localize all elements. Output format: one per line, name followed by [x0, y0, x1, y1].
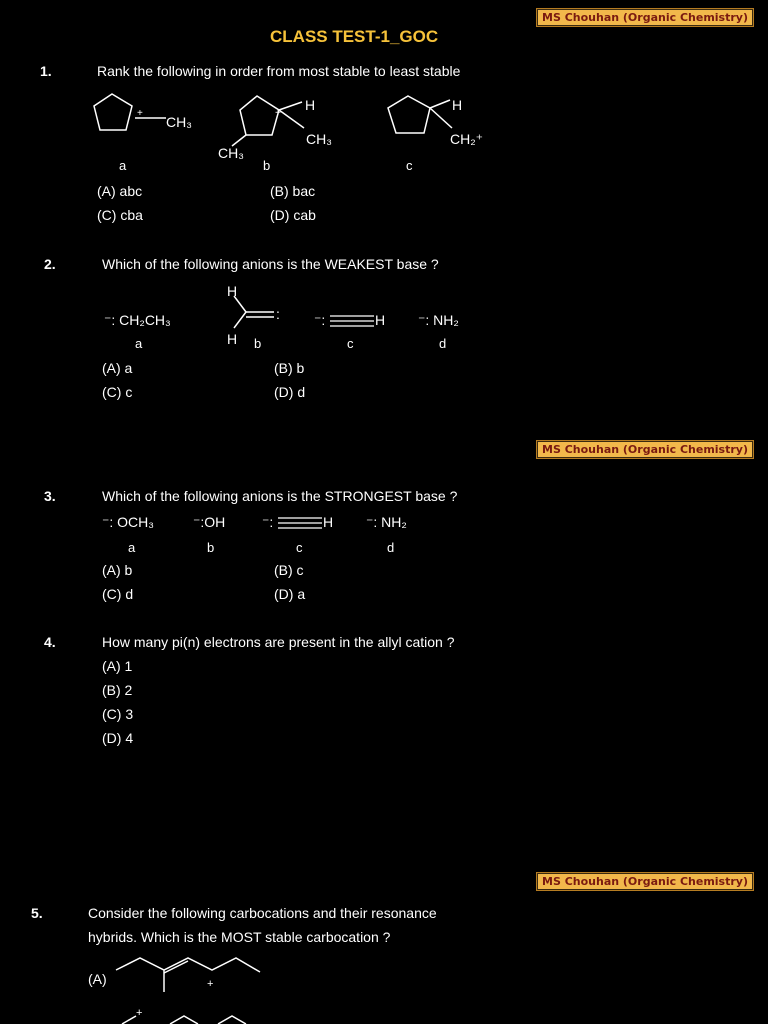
species-label-b: b [207, 540, 215, 555]
species-c-h: H [375, 312, 386, 328]
species-label-c: c [347, 336, 354, 351]
option-a[interactable]: (A) abc [97, 183, 143, 199]
species-d: ⁻: NH₂ [418, 312, 459, 328]
question-number: 4. [44, 634, 56, 650]
option-a[interactable]: (A) b [102, 562, 133, 578]
svg-text:H: H [305, 97, 316, 113]
structure-label-b: b [263, 158, 271, 173]
carbocation-structures [110, 950, 280, 1024]
structure-label-a: a [119, 158, 127, 173]
species-label-a: a [135, 336, 143, 351]
species-c-charge: ⁻: [262, 514, 274, 530]
question-number: 5. [31, 905, 43, 921]
option-c[interactable]: (C) d [102, 586, 134, 602]
option-a[interactable]: (A) [88, 971, 107, 987]
option-d[interactable]: (D) 4 [102, 730, 134, 746]
option-a[interactable]: (A) a [102, 360, 133, 376]
species-label-d: d [439, 336, 447, 351]
species-a: ⁻: OCH₃ [102, 514, 154, 530]
svg-text:CH₂⁺: CH₂⁺ [450, 131, 484, 147]
cyclopentane-ring [94, 94, 132, 130]
question-text: hybrids. Which is the MOST stable carbocation ? [88, 929, 391, 945]
question-text: Consider the following carbocations and their resonance [88, 905, 437, 921]
svg-text:CH₃: CH₃ [218, 145, 244, 161]
option-d[interactable]: (D) d [274, 384, 306, 400]
species-c-h: H [323, 514, 334, 530]
species-label-a: a [128, 540, 136, 555]
species-label-c: c [296, 540, 303, 555]
structure-label-c: c [406, 158, 413, 173]
question-number: 3. [44, 488, 56, 504]
question-number: 2. [44, 256, 56, 272]
q1-structures [90, 88, 510, 178]
svg-text:+: + [136, 1007, 143, 1019]
triple-bond [330, 313, 376, 329]
cyclopentane-ring [240, 96, 279, 135]
question-text: Which of the following anions is the WEAKEST base ? [102, 256, 439, 272]
header-badge: MS Chouhan (Organic Chemistry) [536, 872, 754, 891]
question-text: How many pi(n) electrons are present in the allyl cation ? [102, 634, 455, 650]
header-badge: MS Chouhan (Organic Chemistry) [536, 8, 754, 27]
svg-text:CH₃: CH₃ [306, 131, 332, 147]
option-b[interactable]: (B) 2 [102, 682, 133, 698]
page-title: CLASS TEST-1_GOC [270, 27, 439, 46]
option-b[interactable]: (B) b [274, 360, 305, 376]
option-d[interactable]: (D) a [274, 586, 306, 602]
species-d: ⁻: NH₂ [366, 514, 407, 530]
header-badge: MS Chouhan (Organic Chemistry) [536, 440, 754, 459]
svg-text:CH₃: CH₃ [166, 114, 192, 130]
svg-text:+: + [137, 108, 143, 119]
svg-text:H: H [227, 283, 238, 299]
species-a: ⁻: CH₂CH₃ [104, 312, 171, 328]
svg-text:+: + [275, 108, 281, 119]
svg-text:+: + [207, 978, 214, 990]
svg-text::: : [276, 306, 280, 322]
question-number: 1. [40, 63, 52, 79]
option-b[interactable]: (B) bac [270, 183, 316, 199]
species-label-d: d [387, 540, 395, 555]
option-b[interactable]: (B) c [274, 562, 304, 578]
option-a[interactable]: (A) 1 [102, 658, 133, 674]
triple-bond [278, 515, 324, 531]
question-text: Which of the following anions is the STRONGEST base ? [102, 488, 458, 504]
species-c-charge: ⁻: [314, 312, 326, 328]
svg-text:H: H [227, 331, 238, 347]
species-label-b: b [254, 336, 262, 351]
cyclopentane-ring [388, 96, 430, 133]
svg-text:H: H [452, 97, 463, 113]
species-b: ⁻:OH [193, 514, 226, 530]
option-c[interactable]: (C) c [102, 384, 133, 400]
option-c[interactable]: (C) 3 [102, 706, 134, 722]
option-d[interactable]: (D) cab [270, 207, 316, 223]
question-text: Rank the following in order from most stable to least stable [97, 63, 461, 79]
option-c[interactable]: (C) cba [97, 207, 143, 223]
vinyl-anion-structure [222, 282, 302, 352]
